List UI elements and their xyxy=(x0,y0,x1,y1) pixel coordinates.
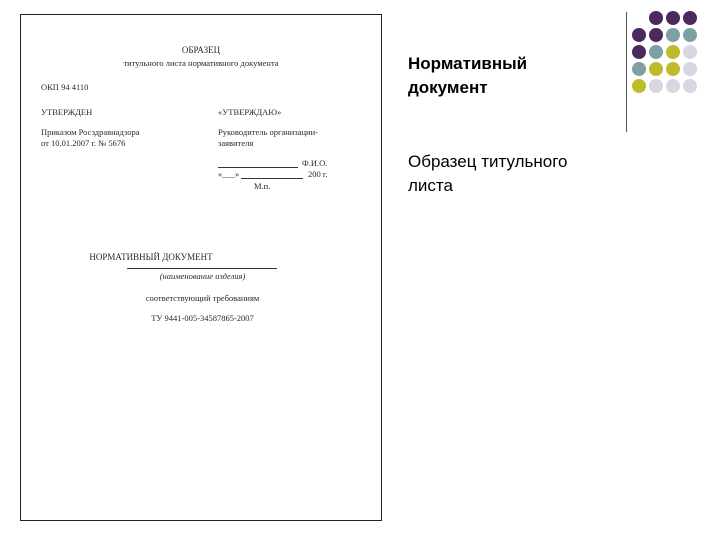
decorative-dot xyxy=(649,11,663,25)
decorative-dot xyxy=(666,79,680,93)
doc-conformity: соответствующий требованиям xyxy=(145,293,260,303)
doc-head-line2: заявителя xyxy=(218,138,254,148)
decorative-dot xyxy=(649,28,663,42)
decorative-dot xyxy=(683,11,697,25)
doc-head-line1: Руководитель организации- xyxy=(218,127,318,137)
decorative-dot xyxy=(683,62,697,76)
doc-stamp: М.п. xyxy=(254,181,271,191)
decorative-dot xyxy=(666,45,680,59)
decorative-dot xyxy=(666,62,680,76)
doc-approved-right: «УТВЕРЖДАЮ» xyxy=(218,107,282,117)
doc-okp-code: ОКП 94 4110 xyxy=(41,82,89,92)
doc-header-title: ОБРАЗЕЦ xyxy=(181,45,221,55)
doc-signature-line xyxy=(218,167,298,168)
decorative-dot xyxy=(649,79,663,93)
decorative-dot xyxy=(683,45,697,59)
doc-product-name: (наименование изделия) xyxy=(159,271,246,281)
decorative-dot xyxy=(632,45,646,59)
decorative-dot xyxy=(649,45,663,59)
decorative-dot xyxy=(683,28,697,42)
decorative-dot xyxy=(666,11,680,25)
doc-header-subtitle: титульного листа нормативного документа xyxy=(123,58,279,68)
doc-date-open: «___» xyxy=(218,169,240,179)
slide-subtitle: Образец титульного листа xyxy=(408,152,568,195)
doc-approved-left: УТВЕРЖДЕН xyxy=(41,107,93,117)
doc-date-line xyxy=(241,178,303,179)
doc-order-line2: от 10.01.2007 г. № 5676 xyxy=(41,138,126,148)
doc-main-title: НОРМАТИВНЫЙ ДОКУМЕНТ xyxy=(89,252,213,262)
doc-product-line xyxy=(127,268,277,269)
decorative-dot xyxy=(666,28,680,42)
doc-sign-label: Ф.И.О. xyxy=(302,158,328,168)
decorative-dot xyxy=(683,79,697,93)
decorative-vertical-line xyxy=(626,12,627,132)
decorative-dot xyxy=(632,28,646,42)
slide-title: Нормативный документ xyxy=(408,54,528,97)
decorative-dot xyxy=(632,79,646,93)
decorative-dot xyxy=(632,62,646,76)
doc-order-line1: Приказом Росздравнадзора xyxy=(41,127,140,137)
document-page-image xyxy=(20,14,382,521)
doc-tu-number: ТУ 9441-005-34587865-2007 xyxy=(151,313,254,323)
doc-date-year: 200 г. xyxy=(308,169,328,179)
decorative-dot xyxy=(649,62,663,76)
